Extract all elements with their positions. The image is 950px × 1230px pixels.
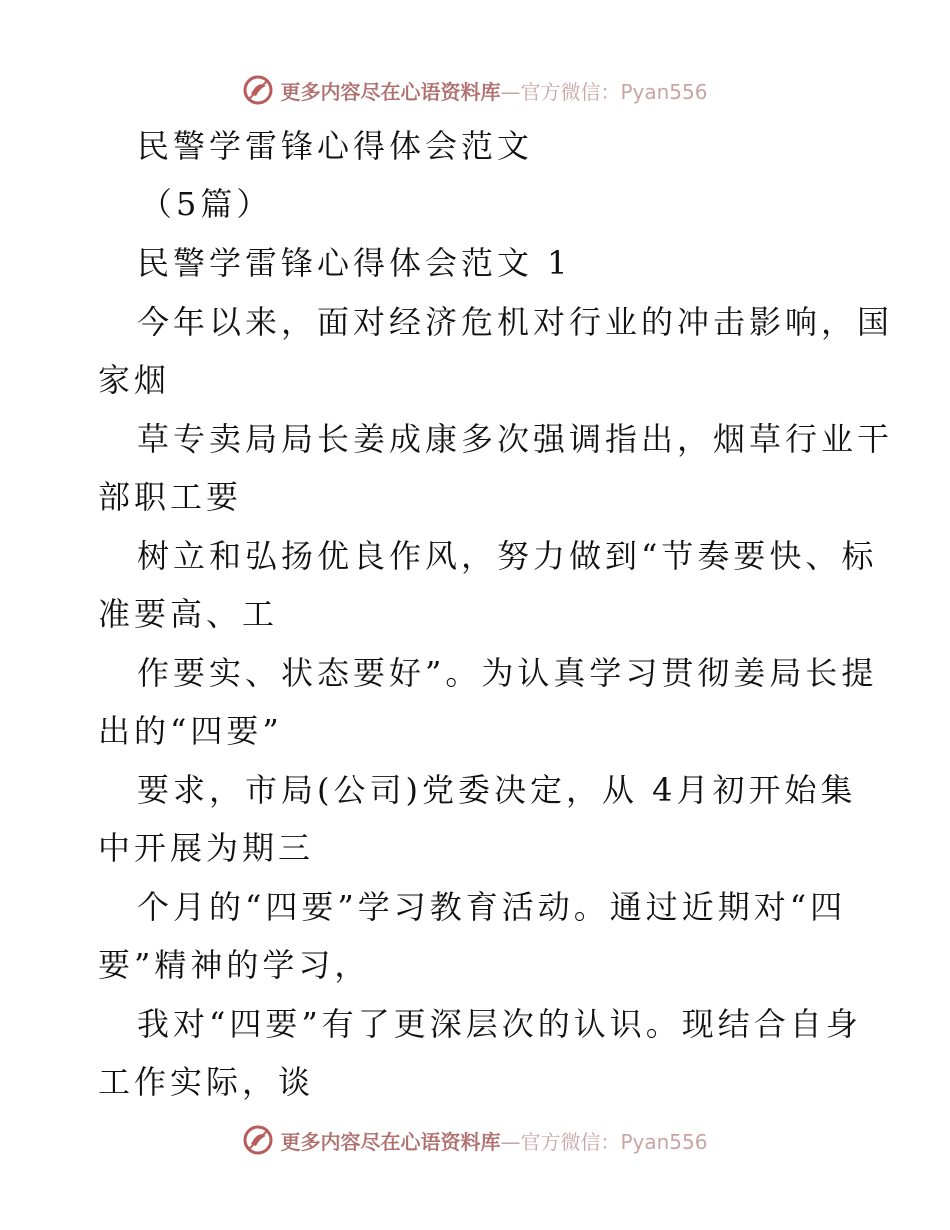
text-line: 树立和弘扬优良作风，努力做到“节奏要快、标 <box>137 537 878 575</box>
text-line: 家烟 <box>98 361 171 399</box>
text-line: 个月的“四要”学习教育活动。通过近期对“四 <box>137 888 847 926</box>
banner-separator: — <box>500 1129 521 1154</box>
text-line: 草专卖局局长姜成康多次强调指出，烟草行业干 <box>137 420 894 458</box>
text-line: 中开展为期三 <box>98 829 315 867</box>
banner-separator: — <box>500 79 521 104</box>
text-line: 工作实际，谈 <box>98 1063 315 1101</box>
text-line: 要求，市局(公司)党委决定，从 4月初开始集 <box>137 771 857 809</box>
text-line: 要”精神的学习， <box>98 946 371 984</box>
logo-icon <box>242 1124 274 1156</box>
banner-main-text: 更多内容尽在心语资料库 <box>280 1129 501 1154</box>
footer-banner <box>0 1120 950 1160</box>
text-line: 作要实、状态要好”。为认真学习贯彻姜局长提 <box>137 654 878 692</box>
banner-text <box>280 76 707 105</box>
logo-icon <box>242 74 274 106</box>
document-title: 民警学雷锋心得体会范文 <box>137 127 534 165</box>
document-subtitle: （5篇） <box>140 185 273 223</box>
text-line: 出的“四要” <box>98 712 283 750</box>
banner-wechat-text: 官方微信：Pyan556 <box>520 1129 708 1154</box>
text-line: 我对“四要”有了更深层次的认识。现结合自身 <box>137 1005 862 1043</box>
section-heading: 民警学雷锋心得体会范文 1 <box>137 244 572 282</box>
text-line: 今年以来，面对经济危机对行业的冲击影响，国 <box>137 303 894 341</box>
header-banner <box>0 70 950 110</box>
banner-text <box>280 1126 707 1155</box>
text-line: 部职工要 <box>98 478 243 516</box>
text-line: 准要高、工 <box>98 595 279 633</box>
banner-main-text: 更多内容尽在心语资料库 <box>280 79 501 104</box>
banner-wechat-text: 官方微信：Pyan556 <box>520 79 708 104</box>
